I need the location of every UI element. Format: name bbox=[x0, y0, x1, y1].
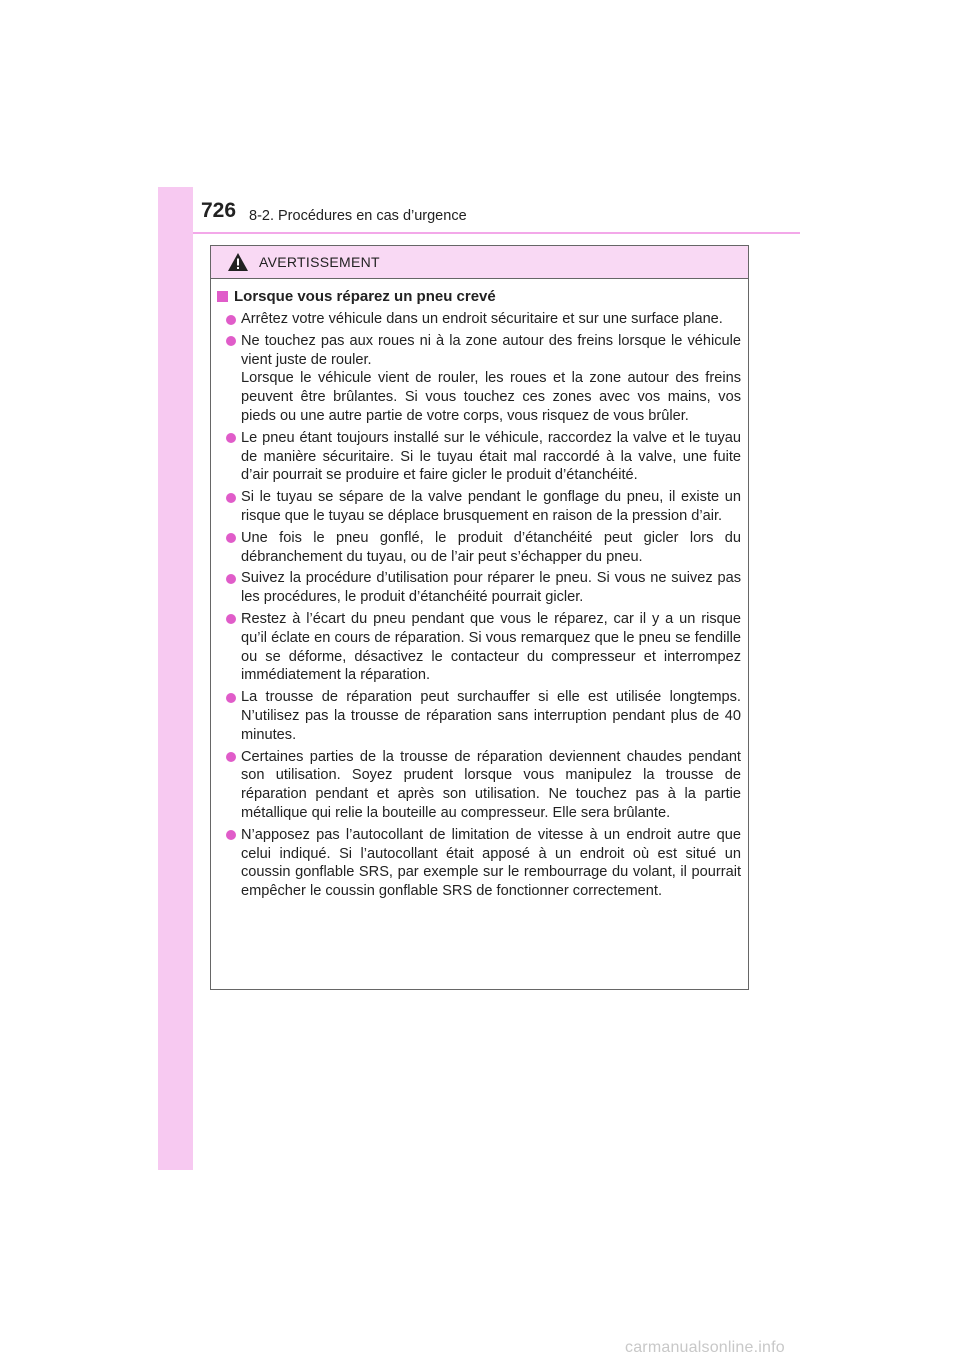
list-item bbox=[217, 529, 741, 567]
bullet-icon bbox=[226, 752, 236, 762]
list-item-text: N’apposez pas l’autocollant de limitation de vitesse à un endroit autre que celui indiqué. Si l’autocollant était apposé à un endroit où est situé un coussin gonflable SRS, par exemple sur le rembourrage du volant, il pourrait empêcher le coussin gonflable SRS de fonctionner correctement. bbox=[241, 826, 741, 900]
warning-label: AVERTISSEMENT bbox=[259, 254, 380, 270]
list-item-text: Certaines parties de la trousse de réparation deviennent chaudes pendant son utilisation. Soyez prudent lorsque vous manipulez la trousse de réparation pendant et après son utilisation. Ne touchez pas à la partie métallique qui relie la bouteille au compresseur. Elle sera brûlante. bbox=[241, 748, 741, 821]
list-item bbox=[217, 688, 741, 744]
warning-body bbox=[211, 279, 748, 901]
warning-triangle-icon bbox=[227, 252, 249, 272]
page-number: 726 bbox=[201, 199, 237, 222]
bullet-icon bbox=[226, 336, 236, 346]
warning-box bbox=[210, 245, 749, 990]
bullet-icon bbox=[226, 315, 236, 325]
list-item bbox=[217, 826, 741, 901]
topic-title: Lorsque vous réparez un pneu crevé bbox=[234, 288, 496, 305]
list-item-text: Arrêtez votre véhicule dans un endroit sécuritaire et sur une surface plane. bbox=[241, 311, 723, 327]
list-item bbox=[217, 310, 741, 329]
watermark: carmanualsonline.info bbox=[625, 1339, 785, 1356]
list-item-text: Si le tuyau se sépare de la valve pendant le gonflage du pneu, il existe un risque que le tuyau se déplace brusquement en raison de la pression d’air. bbox=[241, 489, 741, 524]
list-item-text: Restez à l’écart du pneu pendant que vous le réparez, car il y a un risque qu’il éclate en cours de réparation. Si vous remarquez que le pneu se fendille ou se déforme, désactivez le contacteur du compresseur et interrompez immédiatement la réparation. bbox=[241, 610, 741, 684]
list-item bbox=[217, 429, 741, 485]
warning-list bbox=[217, 310, 741, 901]
bullet-icon bbox=[226, 693, 236, 703]
list-item-text: Ne touchez pas aux roues ni à la zone autour des freins lorsque le véhicule vient juste de rouler. Lorsque le véhicule vient de rouler, les roues et la zone autour des freins peuvent être brûlantes. Si vous touchez ces zones avec vos mains, vos pieds ou une autre partie de votre corps, vous risquez de vous brûler. bbox=[241, 332, 741, 424]
side-color-bar bbox=[158, 187, 193, 1170]
warning-header bbox=[211, 246, 748, 279]
bullet-icon bbox=[226, 574, 236, 584]
square-bullet-icon bbox=[217, 291, 228, 302]
bullet-icon bbox=[226, 533, 236, 543]
section-title: 8-2. Procédures en cas d’urgence bbox=[249, 208, 467, 224]
topic-heading bbox=[217, 287, 741, 306]
list-item bbox=[217, 569, 741, 607]
bullet-icon bbox=[226, 830, 236, 840]
list-item bbox=[217, 488, 741, 526]
list-item-text: Suivez la procédure d’utilisation pour réparer le pneu. Si vous ne suivez pas les procédures, le produit d’étanchéité pourrait gicler. bbox=[241, 570, 741, 606]
list-item bbox=[217, 748, 741, 823]
bullet-icon bbox=[226, 493, 236, 503]
list-item bbox=[217, 610, 741, 685]
list-item-text: Le pneu étant toujours installé sur le véhicule, raccordez la valve et le tuyau de manière sécuritaire. Si le tuyau était mal raccordé à la valve, une fuite d’air pourrait se produire et faire gicler le produit d’étanchéité. bbox=[241, 429, 741, 484]
header-rule bbox=[193, 232, 800, 234]
list-item-text: La trousse de réparation peut surchauffer si elle est utilisée longtemps. N’utilisez pas la trousse de réparation sans interruption pendant plus de 40 minutes. bbox=[241, 689, 741, 743]
list-item-text: Une fois le pneu gonflé, le produit d’étanchéité peut gicler lors du débranchement du tuyau, ou de l’air peut s’échapper du pneu. bbox=[241, 529, 741, 565]
bullet-icon bbox=[226, 614, 236, 624]
bullet-icon bbox=[226, 433, 236, 443]
list-item bbox=[217, 332, 741, 426]
